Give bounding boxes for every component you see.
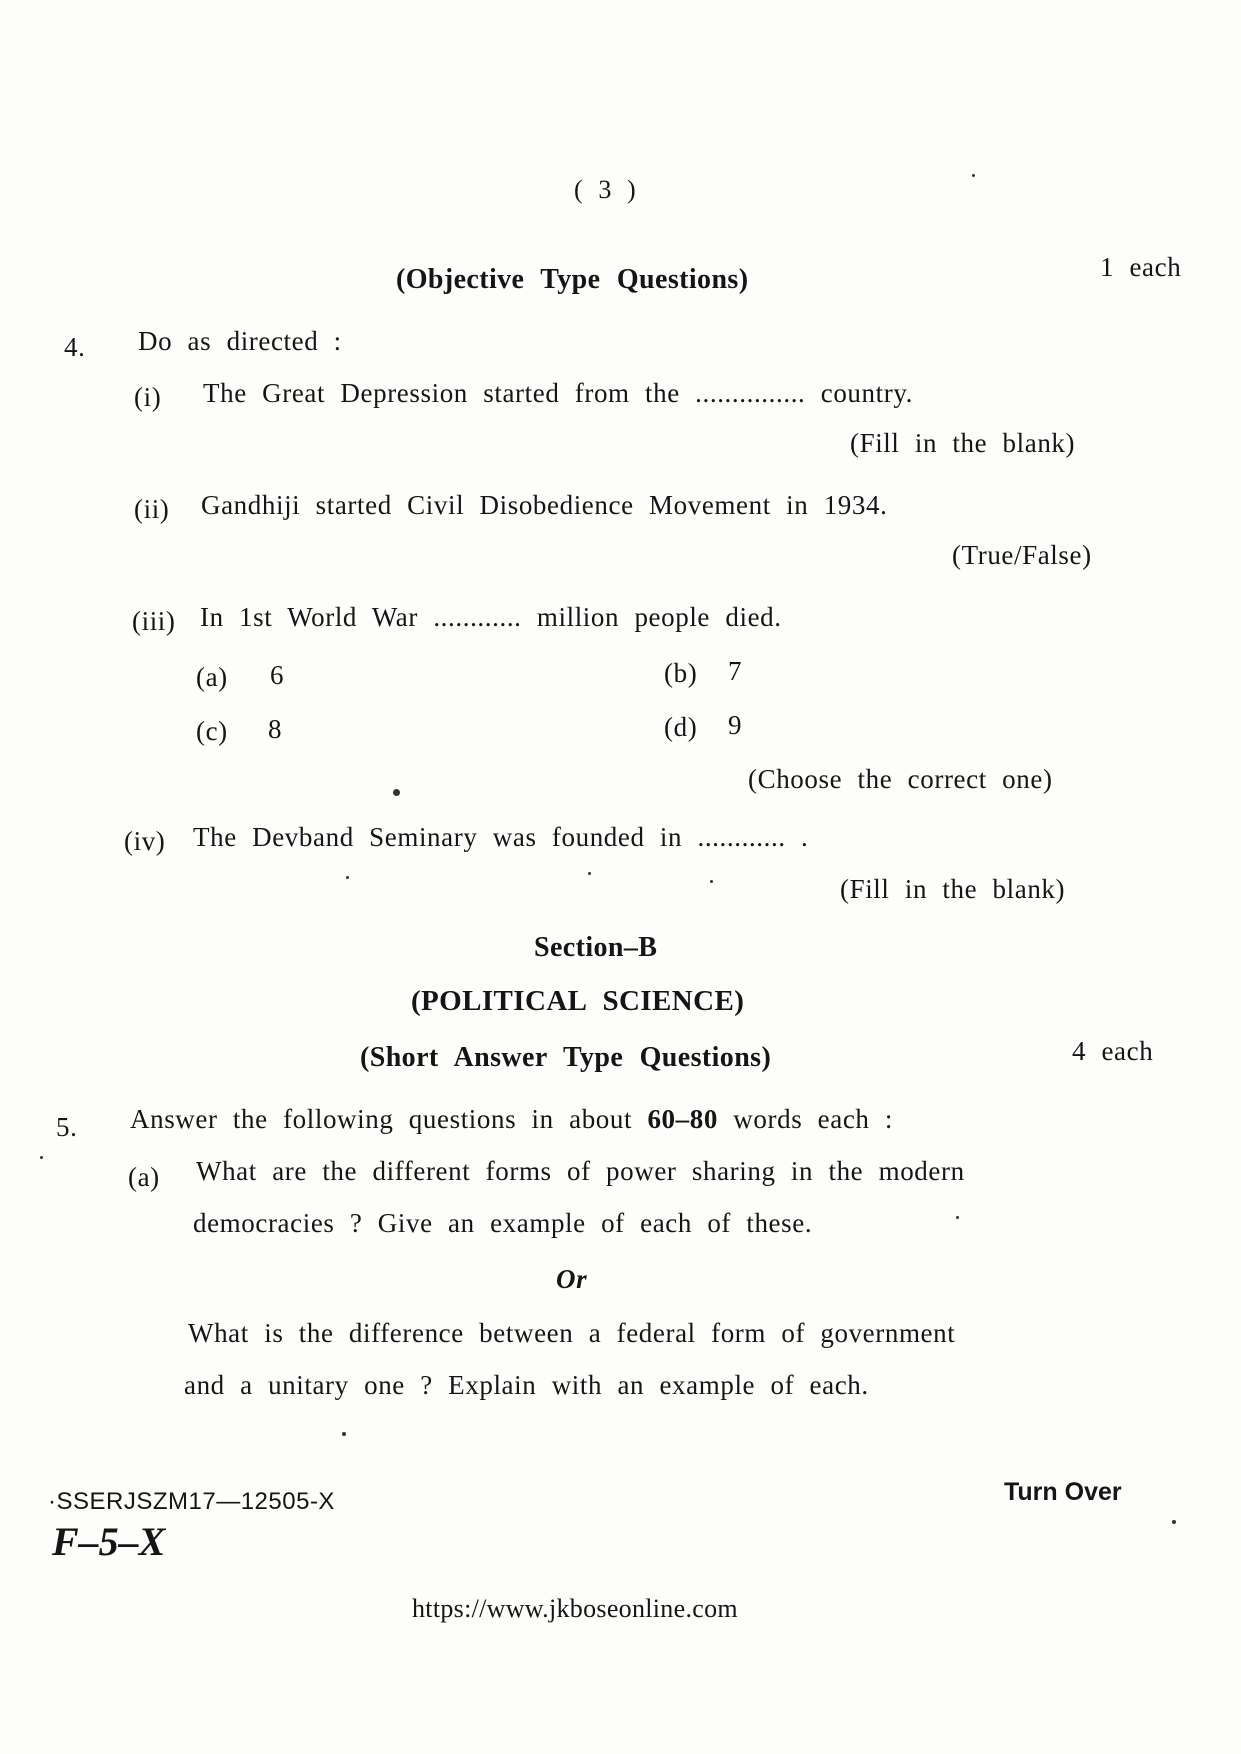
scan-speck bbox=[956, 1216, 959, 1219]
part-a-label: (a) bbox=[128, 1162, 160, 1192]
item-ii-text: Gandhiji started Civil Disobedience Movement in 1934. bbox=[201, 490, 888, 520]
item-iv-number: (iv) bbox=[124, 826, 166, 856]
scan-speck bbox=[588, 872, 591, 875]
scan-speck bbox=[710, 880, 713, 883]
short-answer-marks: 4 each bbox=[1072, 1036, 1154, 1066]
or-label: Or bbox=[556, 1264, 588, 1294]
scan-speck bbox=[40, 1156, 43, 1159]
option-a-label: (a) bbox=[196, 662, 228, 692]
option-b-value: 7 bbox=[728, 656, 743, 686]
option-b-label: (b) bbox=[664, 658, 698, 688]
scan-speck bbox=[342, 1432, 346, 1436]
item-i-text: The Great Depression started from the ............... country. bbox=[203, 378, 914, 408]
page-number: ( 3 ) bbox=[574, 175, 637, 204]
question-5-number: 5. bbox=[56, 1112, 78, 1142]
item-iii-hint: (Choose the correct one) bbox=[748, 764, 1053, 794]
option-d-value: 9 bbox=[728, 710, 743, 740]
item-iii-number: (iii) bbox=[132, 606, 176, 636]
option-a-value: 6 bbox=[270, 660, 285, 690]
form-code: F–5–X bbox=[52, 1519, 166, 1564]
question-5-instruction-post: words each : bbox=[717, 1104, 893, 1134]
question-4-instruction: Do as directed : bbox=[138, 326, 342, 356]
short-answer-heading: (Short Answer Type Questions) bbox=[360, 1042, 772, 1073]
section-b-title: Section–B bbox=[534, 932, 658, 963]
item-i-number: (i) bbox=[134, 382, 162, 412]
option-c-value: 8 bbox=[268, 714, 283, 744]
alt-question-line-2: and a unitary one ? Explain with an example of each. bbox=[184, 1370, 869, 1400]
item-iii-text: In 1st World War ............ million people died. bbox=[200, 602, 782, 632]
part-a-line-2: democracies ? Give an example of each of these. bbox=[193, 1208, 813, 1238]
question-4-number: 4. bbox=[64, 332, 86, 362]
question-5-instruction-pre: Answer the following questions in about bbox=[130, 1104, 648, 1134]
scan-speck bbox=[346, 876, 349, 879]
scan-speck bbox=[393, 789, 400, 796]
scan-speck bbox=[972, 174, 975, 177]
subject-title: (POLITICAL SCIENCE) bbox=[411, 985, 745, 1017]
item-i-hint: (Fill in the blank) bbox=[850, 428, 1076, 458]
item-ii-number: (ii) bbox=[134, 494, 170, 524]
objective-marks: 1 each bbox=[1100, 252, 1182, 282]
scan-speck bbox=[1172, 1520, 1176, 1524]
turn-over: Turn Over bbox=[1004, 1478, 1122, 1506]
item-iv-text: The Devband Seminary was founded in ............ . bbox=[193, 822, 809, 852]
option-d-label: (d) bbox=[664, 712, 698, 742]
item-iv-hint: (Fill in the blank) bbox=[840, 874, 1066, 904]
question-5-instruction bbox=[130, 1104, 893, 1135]
item-ii-hint: (True/False) bbox=[952, 540, 1092, 570]
objective-heading: (Objective Type Questions) bbox=[396, 264, 749, 295]
alt-question-line-1: What is the difference between a federal form of government bbox=[188, 1318, 956, 1348]
question-5-word-range: 60–80 bbox=[647, 1104, 718, 1134]
website-url: https://www.jkboseonline.com bbox=[412, 1594, 738, 1623]
part-a-line-1: What are the different forms of power sharing in the modern bbox=[196, 1156, 965, 1186]
paper-code: ·SSERJSZM17—12505-X bbox=[48, 1488, 335, 1515]
option-c-label: (c) bbox=[196, 716, 228, 746]
